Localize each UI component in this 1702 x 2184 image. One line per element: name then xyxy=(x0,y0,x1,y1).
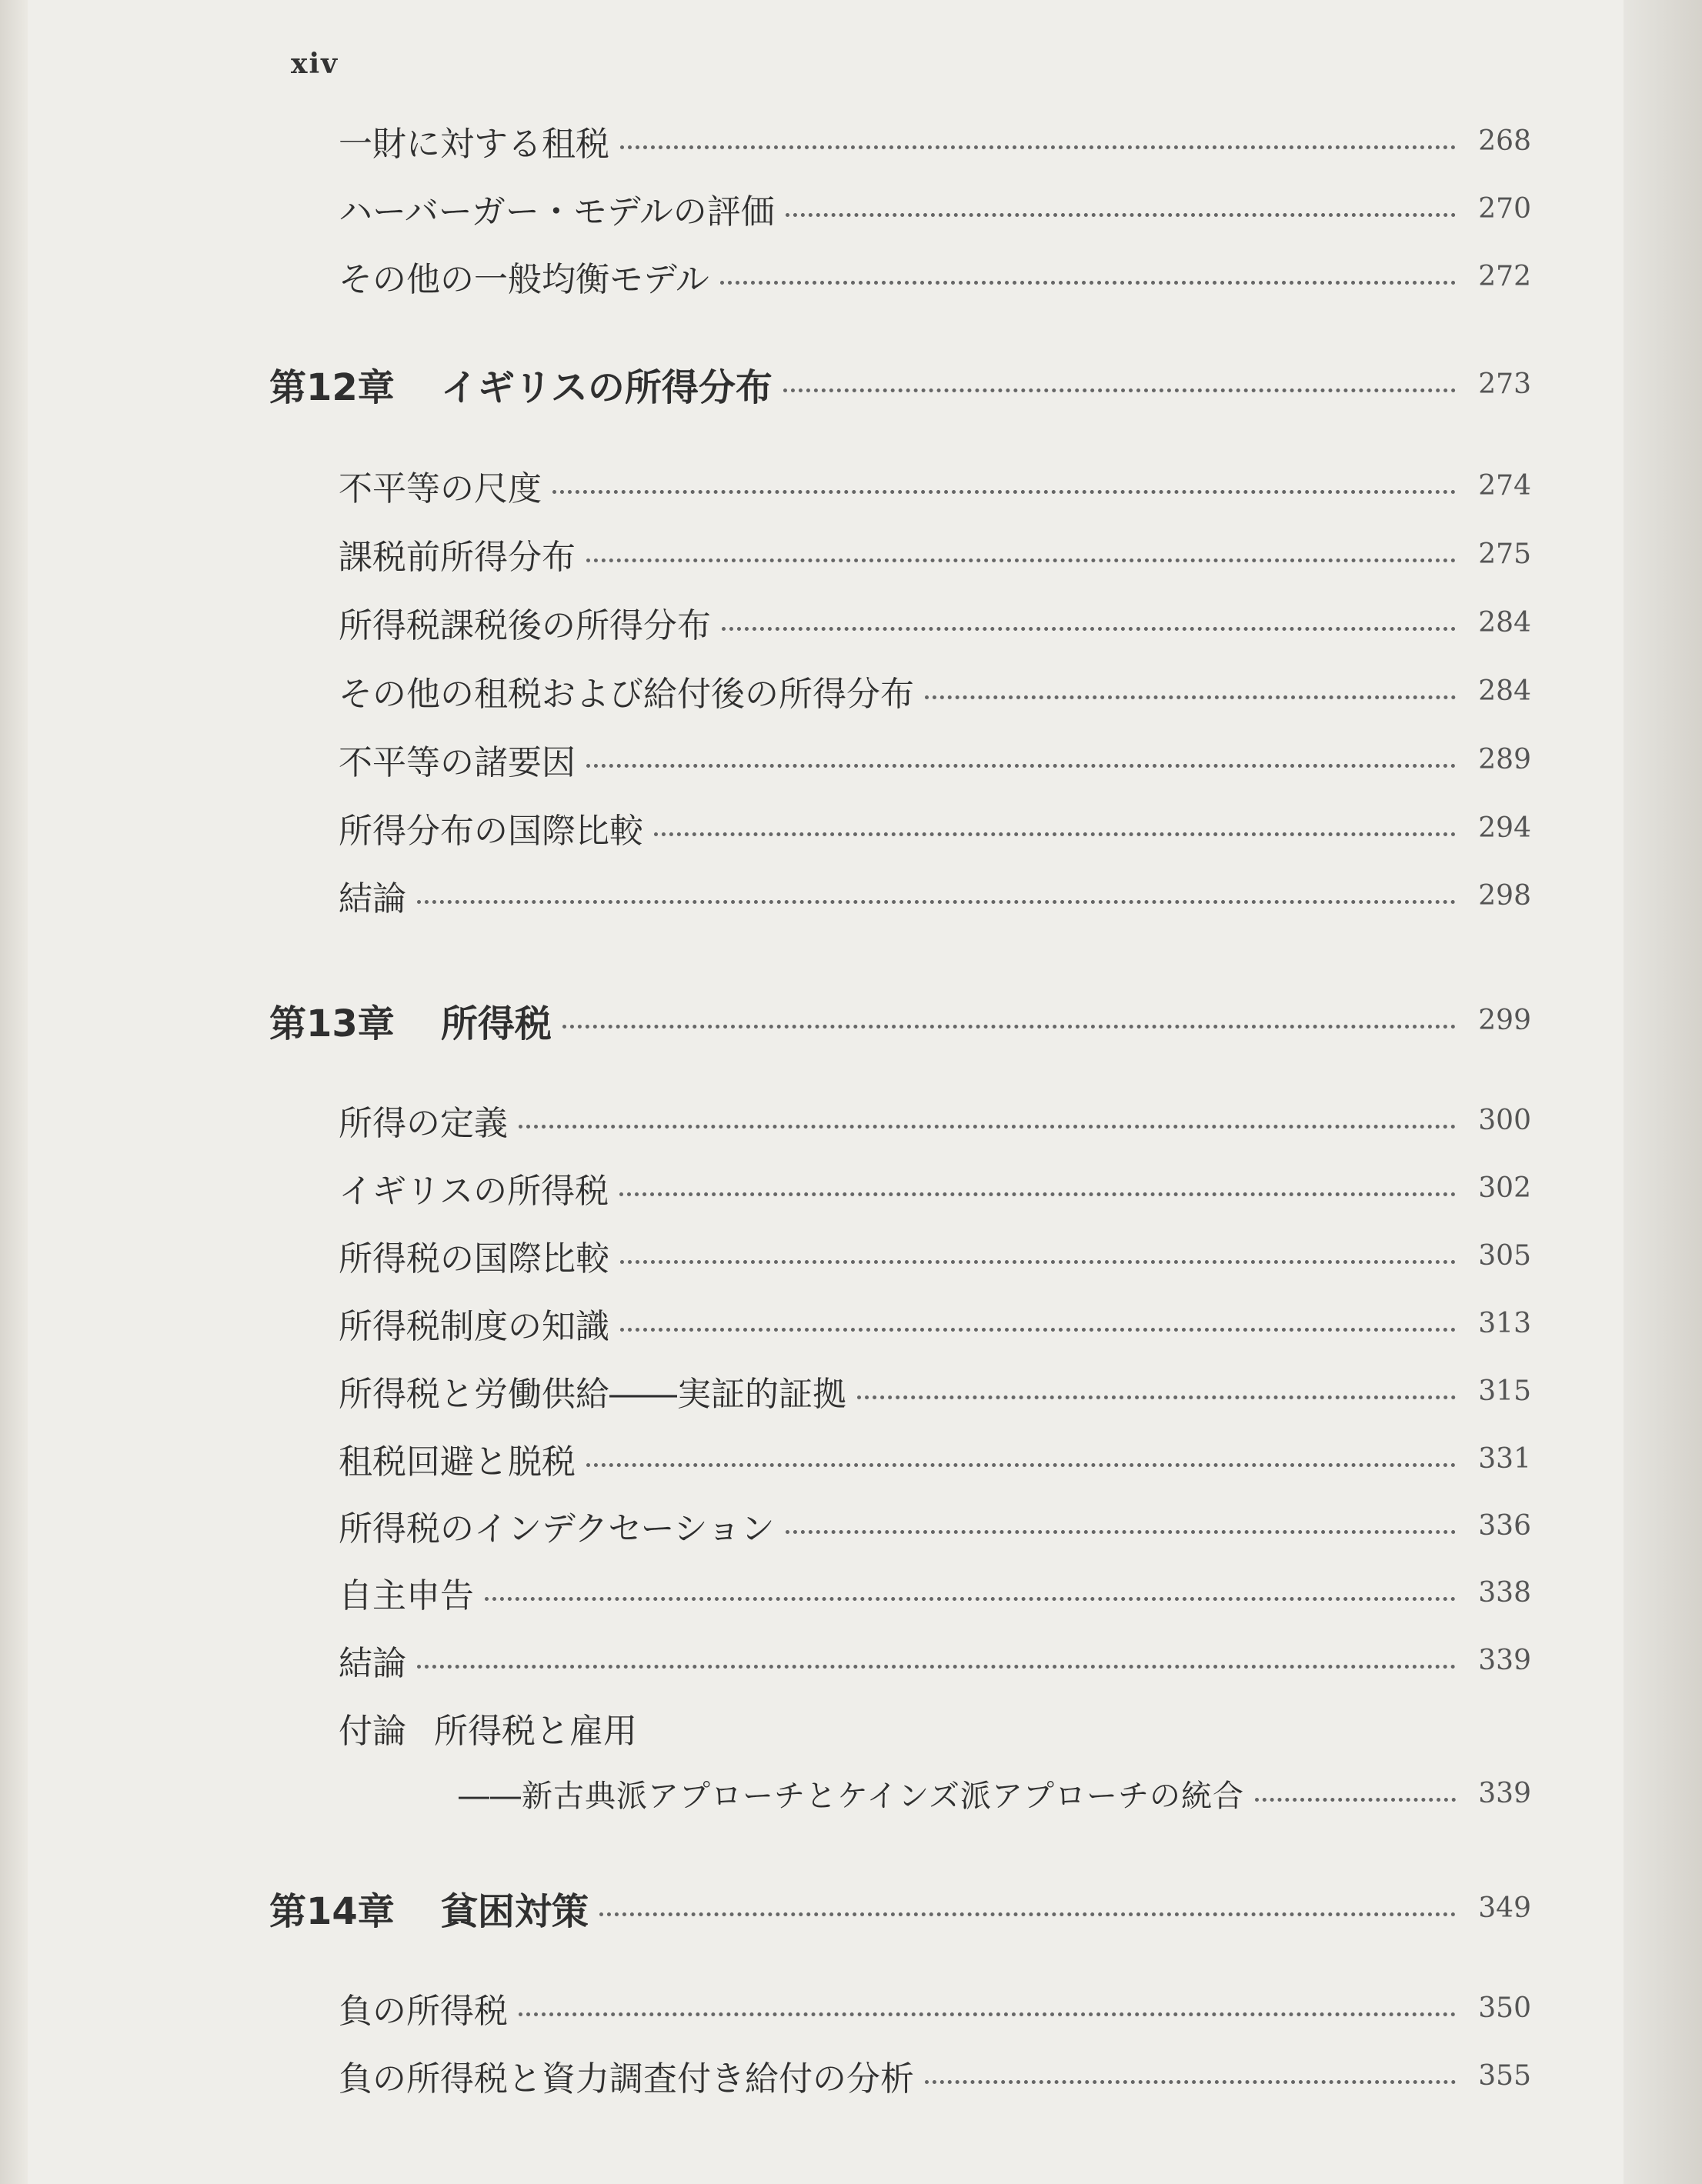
toc-page: 289 xyxy=(1478,743,1531,775)
leader-dots xyxy=(620,1328,1456,1332)
toc-entry xyxy=(339,1095,1531,1145)
toc-page: 315 xyxy=(1478,1375,1531,1407)
chapter-title: 所得税 xyxy=(440,1002,552,1045)
toc-entry xyxy=(339,1433,1531,1484)
toc-title: 所得税と労働供給――実証的証拠 xyxy=(339,1375,846,1414)
leader-dots xyxy=(786,213,1456,217)
toc-entry xyxy=(339,597,1531,648)
leader-dots xyxy=(720,281,1456,285)
toc-page: 350 xyxy=(1478,1992,1531,2024)
toc-page: 270 xyxy=(1478,192,1531,225)
toc-entry xyxy=(339,1230,1531,1281)
leader-dots xyxy=(620,145,1456,149)
leader-dots xyxy=(519,1125,1456,1129)
toc-title: 所得分布の国際比較 xyxy=(339,812,643,851)
toc-appendix xyxy=(339,1702,1531,1753)
toc-title: その他の租税および給付後の所得分布 xyxy=(339,675,914,714)
toc-page: 302 xyxy=(1478,1172,1531,1204)
toc-entry xyxy=(339,1635,1531,1686)
leader-dots xyxy=(519,2012,1456,2016)
toc-title: 租税回避と脱税 xyxy=(339,1442,576,1482)
leader-dots xyxy=(857,1395,1456,1399)
toc-page: 313 xyxy=(1478,1307,1531,1339)
chapter-title: 貧困対策 xyxy=(440,1889,589,1933)
toc-entry xyxy=(339,1982,1531,2033)
toc-page: 294 xyxy=(1478,812,1531,844)
toc-title: 所得税の国際比較 xyxy=(339,1239,609,1279)
toc-title: 不平等の諸要因 xyxy=(339,743,576,782)
chapter-label: 第13章 xyxy=(269,1002,395,1045)
toc-page: 272 xyxy=(1478,260,1531,292)
toc-page: 338 xyxy=(1478,1576,1531,1609)
leader-dots xyxy=(417,900,1456,904)
toc-entry xyxy=(339,1567,1531,1618)
toc-entry xyxy=(339,665,1531,716)
chapter-label: 第12章 xyxy=(269,365,395,409)
leader-dots xyxy=(1255,1798,1456,1802)
toc-title: 一財に対する租税 xyxy=(339,125,609,164)
leader-dots xyxy=(925,695,1456,699)
toc-page: 273 xyxy=(1478,368,1531,400)
toc-title: ハーバーガー・モデルの評価 xyxy=(339,192,775,232)
appendix-title: 所得税と雇用 xyxy=(434,1712,637,1751)
toc-title: 課税前所得分布 xyxy=(339,538,576,577)
toc-title: 結論 xyxy=(339,879,406,919)
toc-entry xyxy=(339,251,1531,302)
leader-dots xyxy=(620,1260,1456,1264)
chapter-title: イギリスの所得分布 xyxy=(440,365,773,409)
chapter-label: 第14章 xyxy=(269,1889,395,1933)
leader-dots xyxy=(562,1025,1456,1029)
toc-page: 339 xyxy=(1478,1777,1531,1809)
toc-title: 不平等の尺度 xyxy=(339,469,542,508)
toc-page: 268 xyxy=(1478,125,1531,157)
toc-chapter-14 xyxy=(269,1882,1531,1933)
leader-dots xyxy=(586,1463,1456,1467)
appendix-label: 付論 xyxy=(339,1712,406,1751)
leader-dots xyxy=(619,1192,1456,1196)
toc-title: 負の所得税 xyxy=(339,1992,508,2031)
leader-dots xyxy=(485,1597,1456,1601)
toc-entry xyxy=(339,115,1531,166)
book-gutter xyxy=(0,0,28,2184)
leader-dots xyxy=(417,1665,1456,1669)
toc-page: 349 xyxy=(1478,1892,1531,1924)
toc-title: 結論 xyxy=(339,1644,406,1683)
toc-title: 所得税課税後の所得分布 xyxy=(339,606,711,645)
toc-page: 305 xyxy=(1478,1239,1531,1272)
toc-title: 所得税制度の知識 xyxy=(339,1307,609,1346)
toc-page: 336 xyxy=(1478,1509,1531,1542)
toc-entry xyxy=(339,460,1531,511)
toc-page: 275 xyxy=(1478,538,1531,570)
leader-dots xyxy=(586,559,1456,562)
toc-entry xyxy=(339,528,1531,579)
toc-page: 284 xyxy=(1478,606,1531,639)
toc-title: イギリスの所得税 xyxy=(339,1172,609,1211)
leader-dots xyxy=(722,627,1456,631)
page-number: xiv xyxy=(291,48,339,80)
toc-entry xyxy=(339,870,1531,921)
toc-entry xyxy=(339,802,1531,853)
toc-entry xyxy=(339,1365,1531,1416)
toc-title: 所得税のインデクセーション xyxy=(339,1509,775,1549)
leader-dots xyxy=(552,490,1456,494)
toc-page: 298 xyxy=(1478,879,1531,912)
toc-page: 299 xyxy=(1478,1004,1531,1036)
toc-entry xyxy=(339,183,1531,234)
leader-dots xyxy=(586,764,1456,768)
toc-title: その他の一般均衡モデル xyxy=(339,260,709,299)
toc-page: 284 xyxy=(1478,675,1531,707)
toc-title: 負の所得税と資力調査付き給付の分析 xyxy=(339,2059,914,2099)
toc-entry xyxy=(339,734,1531,785)
toc-title: 自主申告 xyxy=(339,1576,474,1615)
book-page xyxy=(28,0,1624,2184)
leader-dots xyxy=(599,1912,1456,1916)
page-edge xyxy=(1624,0,1702,2184)
toc-entry xyxy=(339,1162,1531,1213)
toc-entry xyxy=(339,1298,1531,1349)
toc-chapter-13 xyxy=(269,995,1531,1045)
toc-page: 331 xyxy=(1478,1442,1531,1475)
toc-title: ――新古典派アプローチとケインズ派アプローチの統合 xyxy=(459,1778,1244,1814)
toc-page: 339 xyxy=(1478,1644,1531,1676)
toc-chapter-12 xyxy=(269,358,1531,409)
toc-appendix-subtitle xyxy=(459,1768,1531,1819)
leader-dots xyxy=(925,2080,1456,2084)
toc-page: 355 xyxy=(1478,2059,1531,2092)
toc-page: 300 xyxy=(1478,1104,1531,1136)
toc-title: 所得の定義 xyxy=(339,1104,508,1143)
toc-entry xyxy=(339,2050,1531,2101)
toc-entry xyxy=(339,1500,1531,1551)
toc-page: 274 xyxy=(1478,469,1531,502)
leader-dots xyxy=(786,1530,1456,1534)
appendix-gap xyxy=(406,1709,434,1748)
leader-dots xyxy=(783,388,1456,392)
leader-dots xyxy=(654,832,1456,836)
